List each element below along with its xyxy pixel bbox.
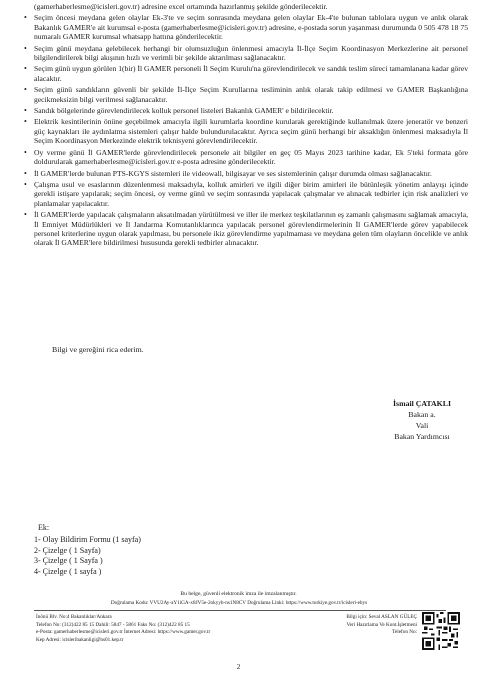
list-item-text: Oy verme günü İl GAMER'lerde görevlendirilecek personele ait bilgiler en geç 05 Mayıs 2023 tarihine kadar, Ek 5'teki formata göre doldurularak gamerhaberlesme@icisleri.gov.tr e-posta adresine gönderilecektir.	[34, 147, 468, 167]
list-item-text: Çalışma usul ve esaslarının düzenlenmesi maksadıyla, kolluk amirleri ve ilgili diğer birim amirleri ile bütünleşik yönetim anlayışı içinde gerekli istişare yapılarak; seçim öncesi, oy verme günü ve seçim sonrasında yapılacak çalışmalar ve alınacak tedbirler için risk analizleri ve planlamalar yapılacaktır.	[34, 179, 468, 208]
info-contact-name: Bilgi için: Seval ASLAN GÜLEÇ	[346, 614, 417, 620]
attachment-item: 3- Çizelge ( 1 Sayfa )	[34, 556, 103, 566]
footer-divider	[34, 610, 446, 611]
verification-code-line: Doğrulama Kodu: VVU2Ay-aY1iGA-x8JV5e-2okyyb-ns1N8CV Doğrulama Linki: https://www.turkiye.gov.tr/icisleri-ebys	[110, 600, 368, 606]
bullet-icon: •	[24, 43, 27, 53]
list-item	[22, 210, 468, 248]
list-item	[22, 106, 468, 115]
closing-line: Bilgi ve gereğini rica ederim.	[52, 345, 144, 354]
bullet-icon: •	[24, 106, 27, 116]
list-item-text: Seçim günü uygun görülen 1(bir) İl GAMER personeli İl Seçim Kurulu'na görevlendirilecek ve sandık teslim süreci tamamlanana kadar görev alacaktır.	[34, 64, 468, 83]
attachment-item: 2- Çizelge ( 1 Sayfa)	[34, 545, 101, 555]
list-item-text: Elektrik kesintilerinin önüne geçebilmek amacıyla ilgili kurumlarla koordine kurularak gerektiğinde kullanılmak üzere jeneratör ve benzeri güç kaynakları ile aydınlatma sistemleri çalışır halde bulundurulacaktır. Ayrıca seçim günü herhangi bir aksaklığın önlenmesi maksadıyla İl Seçim Koordinasyon Merkezinde elektrik teknisyeni görevlendirilecektir.	[34, 117, 468, 146]
list-item	[22, 2, 468, 11]
footer-contact	[36, 614, 210, 644]
list-item	[22, 180, 468, 208]
bullet-icon: •	[24, 168, 27, 178]
attachments-title: Ek:	[38, 523, 50, 532]
attachment-item: 1- Olay Bildirim Formu (1 sayfa)	[34, 535, 141, 544]
list-item-text: Seçim günü sandıkların güvenli bir şekilde İl-İlçe Seçim Kurullarına tesliminin anlık olarak takip edilmesi ve GAMER Başkanlığına gecikmeksizin bilgi verilmesi sağlanacaktır.	[34, 85, 468, 104]
bullet-icon: •	[24, 64, 27, 74]
bullet-icon: •	[24, 85, 27, 95]
list-item	[22, 64, 468, 83]
list-item-text: Seçim günü meydana gelebilecek herhangi bir olumsuzluğun önlenmesi amacıyla İl-İlçe Seçim Koordinasyon Merkezlerine ait personel bilgilendirilerek bilgi akışının hızlı ve verimli bir şekilde aktarılması sağlanacaktır.	[34, 43, 468, 63]
bullet-icon: •	[24, 13, 27, 23]
signatory-line-1: Bakan a.	[408, 410, 436, 419]
attachments-list	[34, 535, 141, 577]
bullet-icon: •	[24, 117, 27, 127]
list-item	[22, 13, 468, 41]
attachment-item: 4- Çizelge ( 1 sayfa )	[34, 566, 102, 576]
directive-list	[22, 2, 468, 250]
signatory-name: İsmail ÇATAKLI	[393, 399, 451, 408]
footer-address: İnönü Blv. No:4 Bakanlıklar/Ankara	[36, 614, 112, 620]
bullet-icon: •	[24, 210, 27, 220]
signature-block	[372, 398, 472, 442]
list-item-text: Sandık bölgelerinde görevlendirilecek kolluk personel listeleri Bakanlık GAMER' e bildirilecektir.	[34, 106, 334, 116]
list-item-text: (gamerhaberlesme@icisleri.gov.tr) adresine excel ortamında hazırlanmış şekilde gönderilecektir.	[34, 2, 328, 11]
footer-info-contact	[346, 614, 417, 637]
footer-email-web: e-Posta: gamerhaberlesme@icisleri.gov.tr İnternet Adresi: https://www.gamer.gov.tr	[36, 629, 211, 636]
signatory-line-2: Vali	[415, 421, 429, 430]
list-item-text: İl GAMER'lerde yapılacak çalışmaların aksatılmadan yürütülmesi ve iller ile merkez teşkilatlarının eş zamanlı çalışmasını sağlamak amacıyla, İl Emniyet Müdürlükleri ve İl Jandarma Komutanlıklarınca yapılacak personel görevlendirmelerinin İl GAMER'lerde görev yapabilecek personel kriterlerine uygun olarak yapılması, bu personele ikiz görevlendirme yapılmaması ve meydana gelen tüm olayların öncelikle ve anlık olarak İl GAMER'lere bildirilmesi hususunda gerekli tedbirler alınacaktır.	[34, 210, 468, 248]
list-item-text: Seçim öncesi meydana gelen olaylar Ek-3'te ve seçim sonrasında meydana gelen olaylar Ek-4'te bulunan tablolara uygun ve anlık olarak Bakanlık GAMER'e ait kurumsal e-posta (gamerhaberlesme@icisleri.gov.tr) adresine, e-postada sorun yaşanması durumunda 0 505 478 18 75 numaralı GAMER kurumsal whatsapp hattına gönderilecektir.	[34, 13, 468, 42]
signatory-line-3: Bakan Yardımcısı	[394, 432, 450, 441]
footer-phone: Telefon No: (312)422 85 15 Dahili: 5847 - 5861 Faks No: (312)422 85 15	[36, 621, 190, 628]
info-contact-phone: Telefon No:	[392, 629, 417, 636]
bullet-icon: •	[24, 147, 27, 157]
list-item	[22, 85, 468, 104]
e-signature-note: Bu belge, güvenli elektronik imza ile imzalanmıştır.	[180, 591, 297, 597]
info-contact-title: Veri Hazırlama Ve Kont.İşletmeni	[346, 621, 417, 628]
list-item	[22, 117, 468, 145]
list-item	[22, 148, 468, 167]
list-item	[22, 169, 468, 178]
list-item-text: İl GAMER'lerde bulunan PTS-KGYS sistemleri ile videowall, bilgisayar ve ses sistemlerinin çalışır durumda olması sağlanacaktır.	[34, 168, 432, 178]
bullet-icon: •	[24, 179, 27, 189]
list-item	[22, 44, 468, 63]
footer-kep: Kep Adresi: icisleribakanligi@hs01.kep.tr	[36, 636, 124, 643]
qr-code-icon	[422, 612, 460, 650]
page-number: 2	[236, 663, 241, 671]
